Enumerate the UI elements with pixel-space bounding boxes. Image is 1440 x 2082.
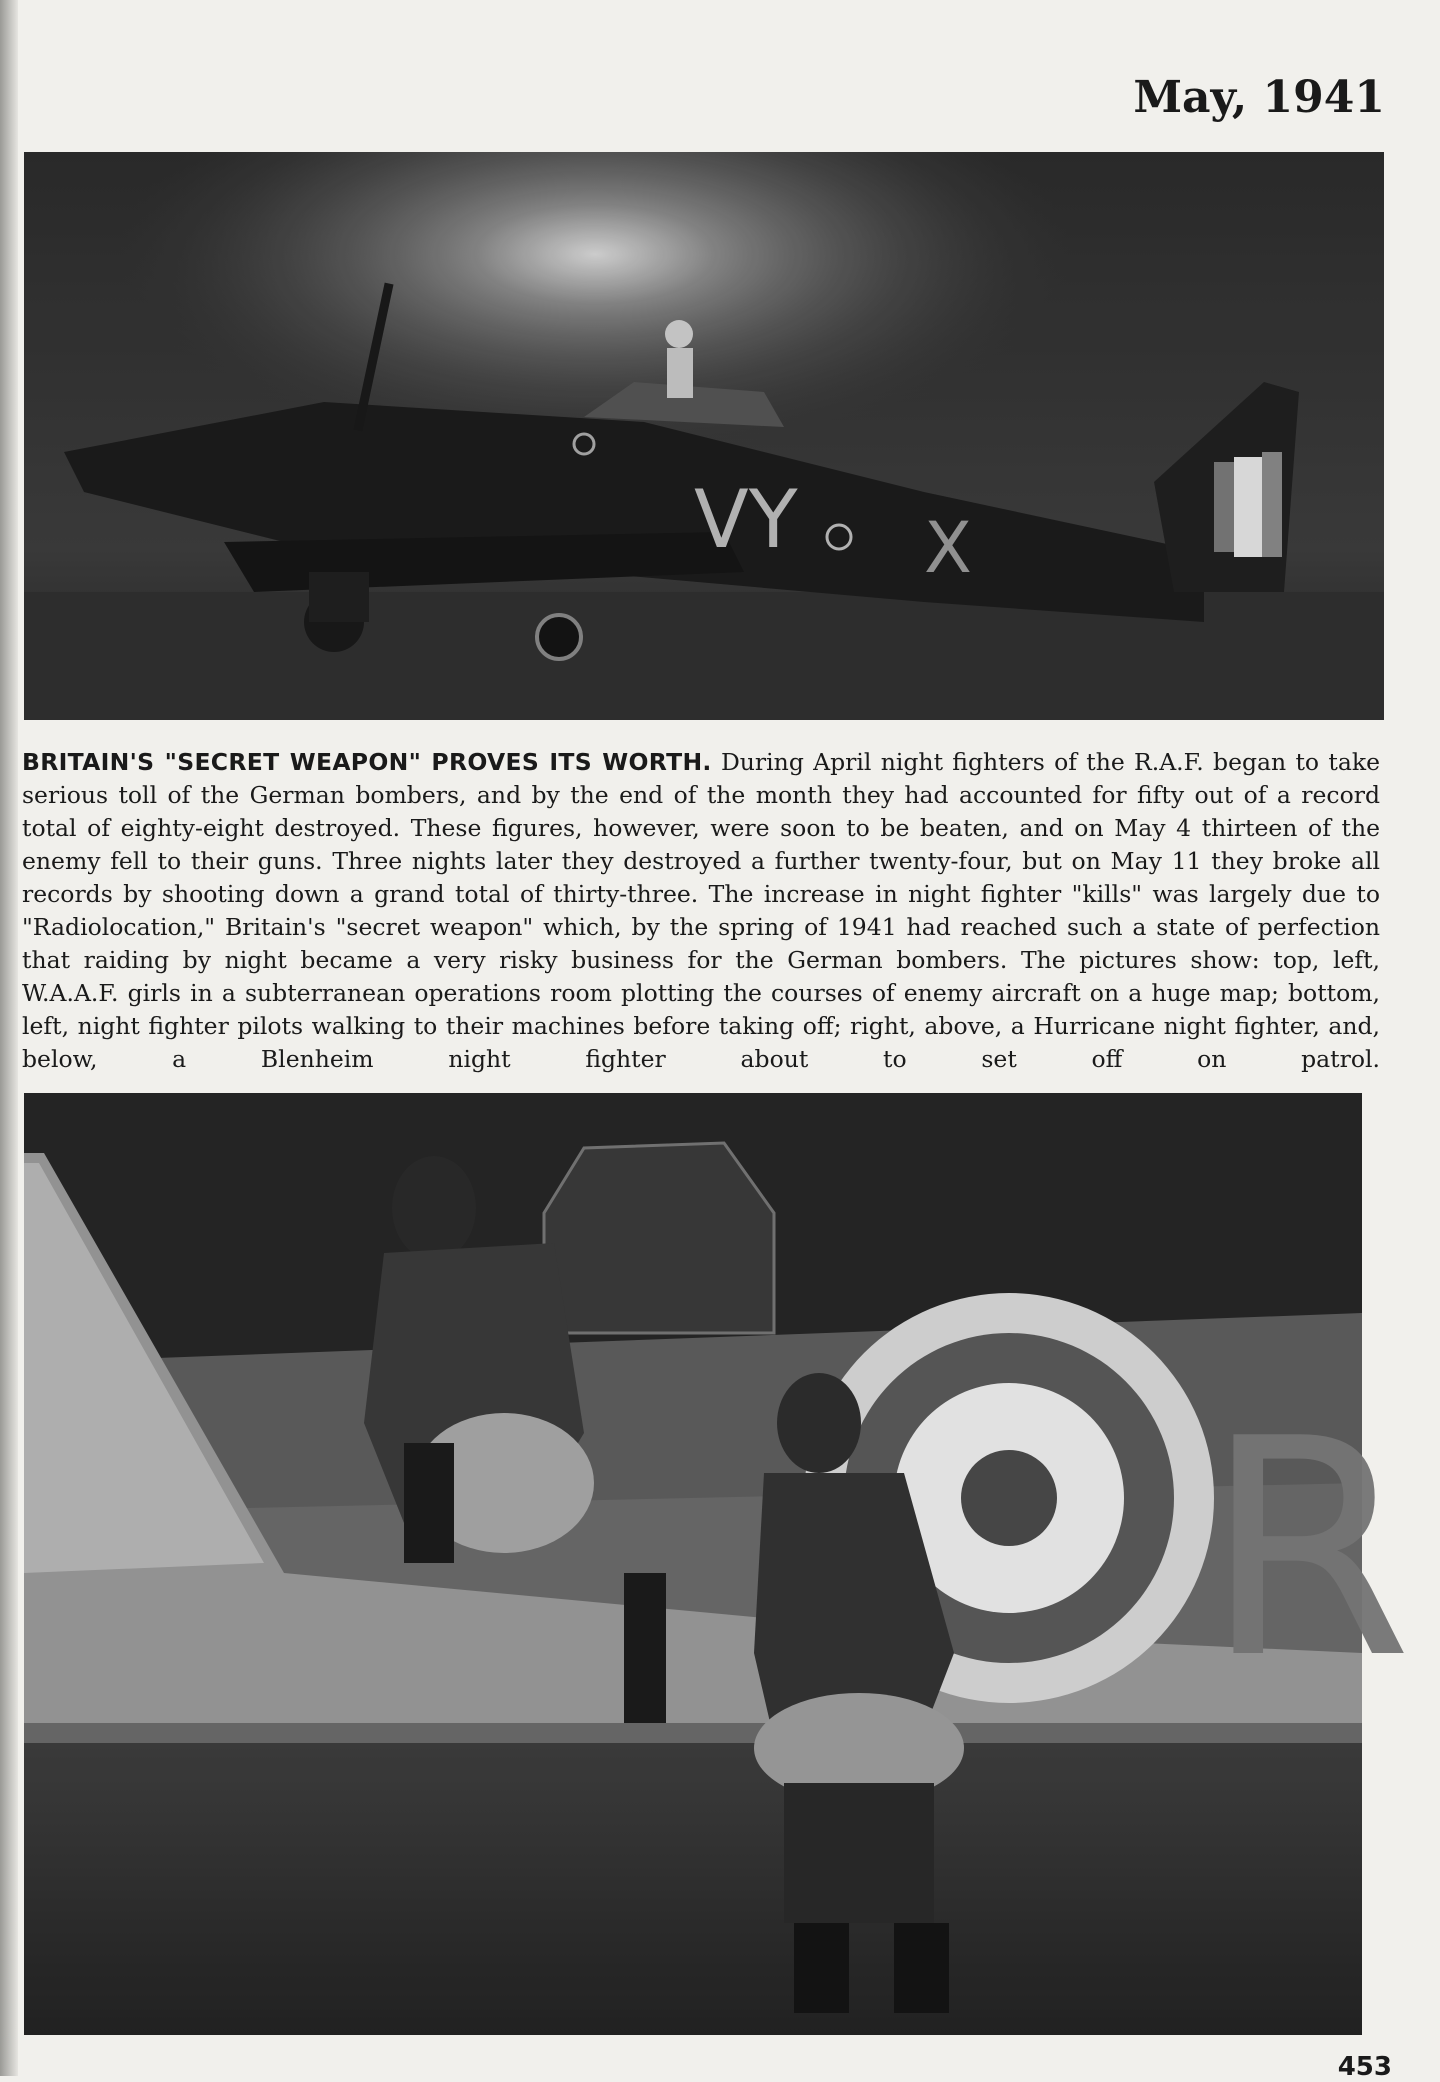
hurricane-night-fighter-photo xyxy=(24,152,1384,720)
blenheim-night-fighter-photo xyxy=(24,1093,1413,2035)
caption-headline: BRITAIN'S "SECRET WEAPON" PROVES ITS WORTH. xyxy=(22,748,712,776)
svg-text:X: X xyxy=(924,507,972,589)
page-number: 453 xyxy=(1337,2052,1392,2082)
article-caption xyxy=(22,746,1380,1076)
aircraft-code-letter: R xyxy=(1204,1375,1413,1724)
caption-body: During April night fighters of the R.A.F. began to take serious toll of the German bombers, and by the end of the month they had accounted for fifty out of a record total of eighty-eight destroyed. These figures, however, were soon to be beaten, and on May 4 thirteen of the enemy fell to their guns. Three nights later they destroyed a further twenty-four, but on May 11 they broke all records by shooting down a grand total of thirty-three. The increase in night fighter "kills" was largely due to "Radiolocation," Britain's "secret weapon" which, by the spring of 1941 had reached such a state of perfection that raiding by night became a very risky business for the German bombers. The pictures show: top, left, W.A.A.F. girls in a subterranean operations room plotting the courses of enemy aircraft on a huge map; bottom, left, night fighter pilots walking to their machines before taking off; right, above, a Hurricane night fighter, and, below, a Blenheim night fighter about to set off on patrol. xyxy=(22,748,1380,1073)
page-binding-shadow xyxy=(0,0,18,2076)
page-date: May, 1941 xyxy=(1133,72,1385,123)
aircraft-code-marking: VY xyxy=(694,473,798,566)
